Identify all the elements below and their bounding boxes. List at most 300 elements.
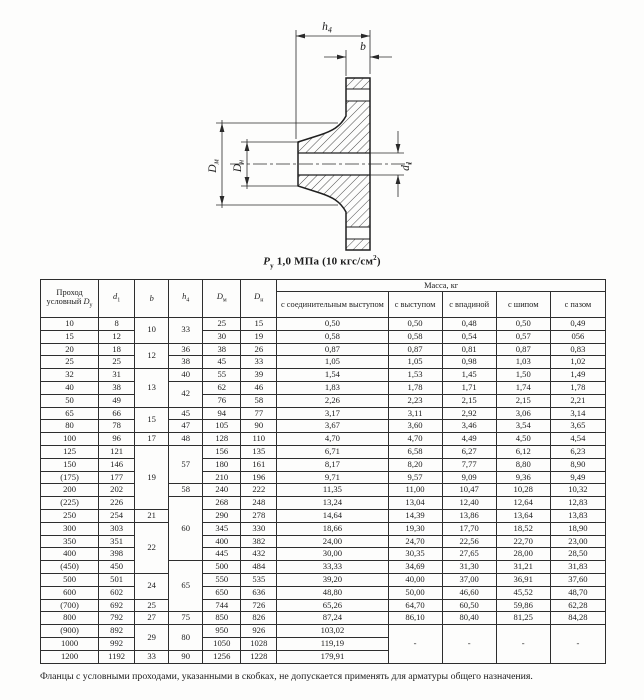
- table-cell: 9,36: [496, 471, 550, 484]
- dim-label-dn: $D_н$: [232, 159, 246, 173]
- table-cell: 58: [241, 394, 277, 407]
- table-cell: 46,60: [442, 586, 496, 599]
- col-header-b: b: [135, 280, 169, 318]
- table-cell: 22,56: [442, 535, 496, 548]
- table-cell: 4,70: [277, 433, 388, 446]
- dim-label-b: b: [360, 41, 366, 53]
- table-cell: 800: [41, 612, 99, 625]
- col-header-mass-3: с шипом: [496, 292, 550, 318]
- table-cell: 28,50: [550, 548, 605, 561]
- table-cell: 39: [241, 369, 277, 382]
- table-row: [41, 318, 606, 331]
- table-cell: 65: [169, 561, 203, 612]
- table-cell: 45,52: [496, 586, 550, 599]
- table-cell: 240: [203, 484, 241, 497]
- table-cell: 46: [241, 381, 277, 394]
- table-cell: 25: [99, 356, 135, 369]
- table-cell: 125: [41, 445, 99, 458]
- table-cell: 80: [41, 420, 99, 433]
- table-cell: 31: [99, 369, 135, 382]
- pressure-caption: $Р_у$ 1,0 МПа (10 кгс/$см^2$): [263, 254, 381, 270]
- table-cell: 992: [99, 637, 135, 650]
- table-cell: 135: [241, 445, 277, 458]
- table-cell: 3,06: [496, 407, 550, 420]
- table-cell: 96: [99, 433, 135, 446]
- table-cell: 0,49: [550, 318, 605, 331]
- table-cell: 27: [135, 612, 169, 625]
- table-cell: 27,65: [442, 548, 496, 561]
- table-cell: 501: [99, 573, 135, 586]
- table-cell: 196: [241, 471, 277, 484]
- table-cell: 30,35: [388, 548, 442, 561]
- table-cell: 1,05: [388, 356, 442, 369]
- table-cell: 0,50: [496, 318, 550, 331]
- table-cell: 500: [203, 561, 241, 574]
- table-cell: 121: [99, 445, 135, 458]
- table-cell: 3,54: [496, 420, 550, 433]
- table-cell: 31,83: [550, 561, 605, 574]
- table-cell: 0,87: [388, 343, 442, 356]
- table-cell: 13,64: [496, 509, 550, 522]
- table-cell: 180: [203, 458, 241, 471]
- table-cell: 18: [99, 343, 135, 356]
- table-cell: 13,86: [442, 509, 496, 522]
- table-cell: 8,80: [496, 458, 550, 471]
- table-cell: 2,21: [550, 394, 605, 407]
- table-cell: 4,49: [442, 433, 496, 446]
- col-header-dy: Проход условный $D_у$: [41, 280, 99, 318]
- table-cell: 4,54: [550, 433, 605, 446]
- table-row: [41, 625, 606, 638]
- table-cell: 161: [241, 458, 277, 471]
- table-cell: 62,28: [550, 599, 605, 612]
- table-cell: 77: [241, 407, 277, 420]
- table-cell: 268: [203, 497, 241, 510]
- table-cell: 179,91: [277, 650, 388, 663]
- table-cell: 20: [41, 343, 99, 356]
- table-cell: 25: [135, 599, 169, 612]
- table-cell: 3,67: [277, 420, 388, 433]
- table-cell: 17: [135, 433, 169, 446]
- table-cell: (900): [41, 625, 99, 638]
- table-cell: 65,26: [277, 599, 388, 612]
- table-row: [41, 612, 606, 625]
- table-cell: 8,90: [550, 458, 605, 471]
- table-cell: 10: [135, 318, 169, 344]
- table-cell: 38: [99, 381, 135, 394]
- table-cell: 13: [135, 369, 169, 407]
- col-header-h4: $h_4$: [169, 280, 203, 318]
- table-cell: 15: [135, 407, 169, 433]
- table-cell: 398: [99, 548, 135, 561]
- table-cell: 202: [99, 484, 135, 497]
- col-header-mass-1: с выступом: [388, 292, 442, 318]
- table-cell: 12,83: [550, 497, 605, 510]
- table-cell: 1,74: [496, 381, 550, 394]
- table-cell: 23,00: [550, 535, 605, 548]
- table-cell: 64,70: [388, 599, 442, 612]
- table-cell: 13,04: [388, 497, 442, 510]
- table-cell: -: [442, 625, 496, 663]
- table-cell: 1050: [203, 637, 241, 650]
- table-cell: 80,40: [442, 612, 496, 625]
- table-cell: (700): [41, 599, 99, 612]
- table-cell: 248: [241, 497, 277, 510]
- table-cell: 14,39: [388, 509, 442, 522]
- table-cell: 48: [169, 433, 203, 446]
- table-cell: 056: [550, 330, 605, 343]
- table-cell: 60,50: [442, 599, 496, 612]
- table-cell: 28,00: [496, 548, 550, 561]
- table-cell: 57: [169, 445, 203, 483]
- table-cell: 650: [203, 586, 241, 599]
- table-cell: 103,02: [277, 625, 388, 638]
- table-row: [41, 433, 606, 446]
- table-row: [41, 509, 606, 522]
- table-cell: 80: [169, 625, 203, 651]
- table-cell: 30: [203, 330, 241, 343]
- table-cell: 150: [41, 458, 99, 471]
- table-cell: 36: [169, 343, 203, 356]
- table-cell: 12,64: [496, 497, 550, 510]
- table-cell: 1,78: [388, 381, 442, 394]
- table-cell: 33,33: [277, 561, 388, 574]
- table-cell: 0,58: [388, 330, 442, 343]
- table-cell: 350: [41, 535, 99, 548]
- table-cell: 600: [41, 586, 99, 599]
- dim-label-h4: $h_4$: [322, 21, 332, 35]
- table-cell: 1200: [41, 650, 99, 663]
- table-cell: 1028: [241, 637, 277, 650]
- table-cell: 42: [169, 381, 203, 407]
- table-cell: 25: [203, 318, 241, 331]
- table-cell: 14,64: [277, 509, 388, 522]
- table-cell: 3,17: [277, 407, 388, 420]
- table-cell: 300: [41, 522, 99, 535]
- table-cell: 15: [241, 318, 277, 331]
- table-cell: 75: [169, 612, 203, 625]
- table-row: [41, 561, 606, 574]
- table-row: [41, 407, 606, 420]
- table-cell: 0,81: [442, 343, 496, 356]
- table-cell: -: [496, 625, 550, 663]
- table-row: [41, 497, 606, 510]
- table-cell: 18,90: [550, 522, 605, 535]
- table-cell: 65: [41, 407, 99, 420]
- table-cell: 10: [41, 318, 99, 331]
- table-cell: 12: [135, 343, 169, 369]
- table-cell: 84,28: [550, 612, 605, 625]
- table-cell: 13,24: [277, 497, 388, 510]
- table-cell: 45: [169, 407, 203, 420]
- table-cell: 6,71: [277, 445, 388, 458]
- table-cell: 18,66: [277, 522, 388, 535]
- table-cell: 76: [203, 394, 241, 407]
- table-cell: 36,91: [496, 573, 550, 586]
- table-cell: 22,70: [496, 535, 550, 548]
- table-cell: 9,57: [388, 471, 442, 484]
- table-cell: 950: [203, 625, 241, 638]
- table-row: [41, 343, 606, 356]
- table-cell: 636: [241, 586, 277, 599]
- table-cell: 3,14: [550, 407, 605, 420]
- table-cell: 2,15: [496, 394, 550, 407]
- table-cell: 0,87: [496, 343, 550, 356]
- table-row: [41, 420, 606, 433]
- table-row: [41, 394, 606, 407]
- table-cell: 19,30: [388, 522, 442, 535]
- table-cell: 9,71: [277, 471, 388, 484]
- table-cell: 21: [135, 509, 169, 522]
- table-cell: 535: [241, 573, 277, 586]
- table-cell: 33: [135, 650, 169, 663]
- table-cell: 1,49: [550, 369, 605, 382]
- table-cell: 45: [203, 356, 241, 369]
- table-cell: 1,83: [277, 381, 388, 394]
- table-cell: 33: [241, 356, 277, 369]
- table-cell: 19: [241, 330, 277, 343]
- table-cell: 38: [203, 343, 241, 356]
- table-cell: 40,00: [388, 573, 442, 586]
- table-cell: 30,00: [277, 548, 388, 561]
- table-cell: 39,20: [277, 573, 388, 586]
- table-cell: 105: [203, 420, 241, 433]
- table-cell: 8,17: [277, 458, 388, 471]
- footnote: Фланцы с условными проходами, указанными в скобках, не допускается применять для арматуры общего назначения.: [40, 671, 533, 682]
- table-cell: 226: [99, 497, 135, 510]
- table-row: [41, 369, 606, 382]
- table-cell: 744: [203, 599, 241, 612]
- table-cell: 382: [241, 535, 277, 548]
- table-cell: 850: [203, 612, 241, 625]
- table-cell: 11,35: [277, 484, 388, 497]
- table-cell: 2,92: [442, 407, 496, 420]
- table-cell: 0,50: [388, 318, 442, 331]
- table-cell: 6,58: [388, 445, 442, 458]
- table-cell: 726: [241, 599, 277, 612]
- table-cell: 60: [169, 497, 203, 561]
- table-cell: 55: [203, 369, 241, 382]
- col-header-mass-0: с соединительным выступом: [277, 292, 388, 318]
- table-cell: 25: [41, 356, 99, 369]
- table-cell: 59,86: [496, 599, 550, 612]
- table-cell: 9,49: [550, 471, 605, 484]
- table-cell: 926: [241, 625, 277, 638]
- table-cell: 90: [241, 420, 277, 433]
- table-cell: 31,30: [442, 561, 496, 574]
- table-row: [41, 599, 606, 612]
- table-cell: 6,12: [496, 445, 550, 458]
- col-header-mass-4: с пазом: [550, 292, 605, 318]
- table-cell: 50,00: [388, 586, 442, 599]
- table-cell: 1228: [241, 650, 277, 663]
- table-cell: (175): [41, 471, 99, 484]
- table-cell: 8: [99, 318, 135, 331]
- table-cell: 90: [169, 650, 203, 663]
- table-cell: 58: [169, 484, 203, 497]
- table-cell: 62: [203, 381, 241, 394]
- col-header-dm: $D_м$: [203, 280, 241, 318]
- table-cell: 1,45: [442, 369, 496, 382]
- table-cell: 11,00: [388, 484, 442, 497]
- table-cell: 7,77: [442, 458, 496, 471]
- table-row: [41, 573, 606, 586]
- table-cell: 1000: [41, 637, 99, 650]
- table-cell: 1,53: [388, 369, 442, 382]
- table-cell: 12: [99, 330, 135, 343]
- table-cell: 33: [169, 318, 203, 344]
- table-row: [41, 535, 606, 548]
- table-row: [41, 445, 606, 458]
- table-cell: 32: [41, 369, 99, 382]
- table-row: [41, 471, 606, 484]
- table-cell: 15: [41, 330, 99, 343]
- table-row: [41, 381, 606, 394]
- table-cell: 0,48: [442, 318, 496, 331]
- table-cell: 34,69: [388, 561, 442, 574]
- table-cell: 2,26: [277, 394, 388, 407]
- table-cell: 22: [135, 522, 169, 573]
- col-header-mass-2: с впадиной: [442, 292, 496, 318]
- table-cell: 13,83: [550, 509, 605, 522]
- table-cell: 0,87: [277, 343, 388, 356]
- table-cell: 3,11: [388, 407, 442, 420]
- table-cell: 10,47: [442, 484, 496, 497]
- table-cell: 146: [99, 458, 135, 471]
- table-cell: 445: [203, 548, 241, 561]
- table-cell: 0,98: [442, 356, 496, 369]
- table-cell: 128: [203, 433, 241, 446]
- table-cell: 4,50: [496, 433, 550, 446]
- table-cell: 4,70: [388, 433, 442, 446]
- flange-section-drawing: [0, 0, 644, 274]
- table-cell: 2,15: [442, 394, 496, 407]
- table-cell: 37,00: [442, 573, 496, 586]
- table-cell: -: [550, 625, 605, 663]
- table-cell: 119,19: [277, 637, 388, 650]
- table-cell: 1,05: [277, 356, 388, 369]
- table-cell: 303: [99, 522, 135, 535]
- table-cell: 40: [169, 369, 203, 382]
- table-cell: 400: [41, 548, 99, 561]
- table-cell: 400: [203, 535, 241, 548]
- table-cell: 1,03: [496, 356, 550, 369]
- table-cell: 100: [41, 433, 99, 446]
- table-cell: 8,20: [388, 458, 442, 471]
- table-cell: 210: [203, 471, 241, 484]
- table-row: [41, 586, 606, 599]
- table-cell: 37,60: [550, 573, 605, 586]
- table-cell: 49: [99, 394, 135, 407]
- table-cell: 18,52: [496, 522, 550, 535]
- table-cell: 47: [169, 420, 203, 433]
- flange-dimensions-table: [40, 279, 606, 664]
- table-cell: 500: [41, 573, 99, 586]
- table-cell: 26: [241, 343, 277, 356]
- table-cell: 3,60: [388, 420, 442, 433]
- table-cell: 602: [99, 586, 135, 599]
- table-cell: 345: [203, 522, 241, 535]
- table-cell: 826: [241, 612, 277, 625]
- dim-label-d1: $d_1$: [400, 161, 414, 171]
- table-cell: 29: [135, 625, 169, 651]
- table-cell: 10,28: [496, 484, 550, 497]
- table-cell: 66: [99, 407, 135, 420]
- table-cell: 24,70: [388, 535, 442, 548]
- table-cell: 110: [241, 433, 277, 446]
- table-cell: 1,02: [550, 356, 605, 369]
- table-cell: 1,54: [277, 369, 388, 382]
- table-cell: 222: [241, 484, 277, 497]
- col-header-mass-group: Масса, кг: [277, 280, 606, 292]
- table-cell: 78: [99, 420, 135, 433]
- table-row: [41, 356, 606, 369]
- table-cell: 692: [99, 599, 135, 612]
- table-cell: 86,10: [388, 612, 442, 625]
- table-cell: 48,70: [550, 586, 605, 599]
- table-cell: 0,57: [496, 330, 550, 343]
- table-cell: 450: [99, 561, 135, 574]
- table-cell: 87,24: [277, 612, 388, 625]
- table-cell: 17,70: [442, 522, 496, 535]
- table-cell: 1,71: [442, 381, 496, 394]
- table-cell: 24: [135, 573, 169, 599]
- table-cell: 432: [241, 548, 277, 561]
- table-cell: 1,50: [496, 369, 550, 382]
- table-row: [41, 548, 606, 561]
- table-cell: 6,23: [550, 445, 605, 458]
- table-cell: 156: [203, 445, 241, 458]
- table-cell: 200: [41, 484, 99, 497]
- table-cell: 3,65: [550, 420, 605, 433]
- table-row: [41, 330, 606, 343]
- table-cell: 290: [203, 509, 241, 522]
- table-cell: 94: [203, 407, 241, 420]
- table-cell: 0,50: [277, 318, 388, 331]
- table-cell: 50: [41, 394, 99, 407]
- table-cell: (450): [41, 561, 99, 574]
- table-row: [41, 522, 606, 535]
- col-header-d1: $d_1$: [99, 280, 135, 318]
- table-cell: 10,32: [550, 484, 605, 497]
- col-header-dn: $D_н$: [241, 280, 277, 318]
- table-cell: 1192: [99, 650, 135, 663]
- dim-label-dm: $D_м$: [207, 159, 221, 173]
- table-cell: 550: [203, 573, 241, 586]
- table-cell: 6,27: [442, 445, 496, 458]
- table-cell: 12,40: [442, 497, 496, 510]
- table-cell: 278: [241, 509, 277, 522]
- table-cell: 48,80: [277, 586, 388, 599]
- table-cell: 1256: [203, 650, 241, 663]
- table-cell: 0,54: [442, 330, 496, 343]
- table-cell: 254: [99, 509, 135, 522]
- table-cell: 330: [241, 522, 277, 535]
- table-cell: 0,58: [277, 330, 388, 343]
- table-row: [41, 484, 606, 497]
- table-cell: 177: [99, 471, 135, 484]
- table-row: [41, 458, 606, 471]
- table-cell: 484: [241, 561, 277, 574]
- table-cell: 40: [41, 381, 99, 394]
- table-cell: 792: [99, 612, 135, 625]
- table-cell: 24,00: [277, 535, 388, 548]
- table-cell: -: [388, 625, 442, 663]
- table-cell: 9,09: [442, 471, 496, 484]
- table-cell: 1,78: [550, 381, 605, 394]
- table-cell: (225): [41, 497, 99, 510]
- table-cell: 2,23: [388, 394, 442, 407]
